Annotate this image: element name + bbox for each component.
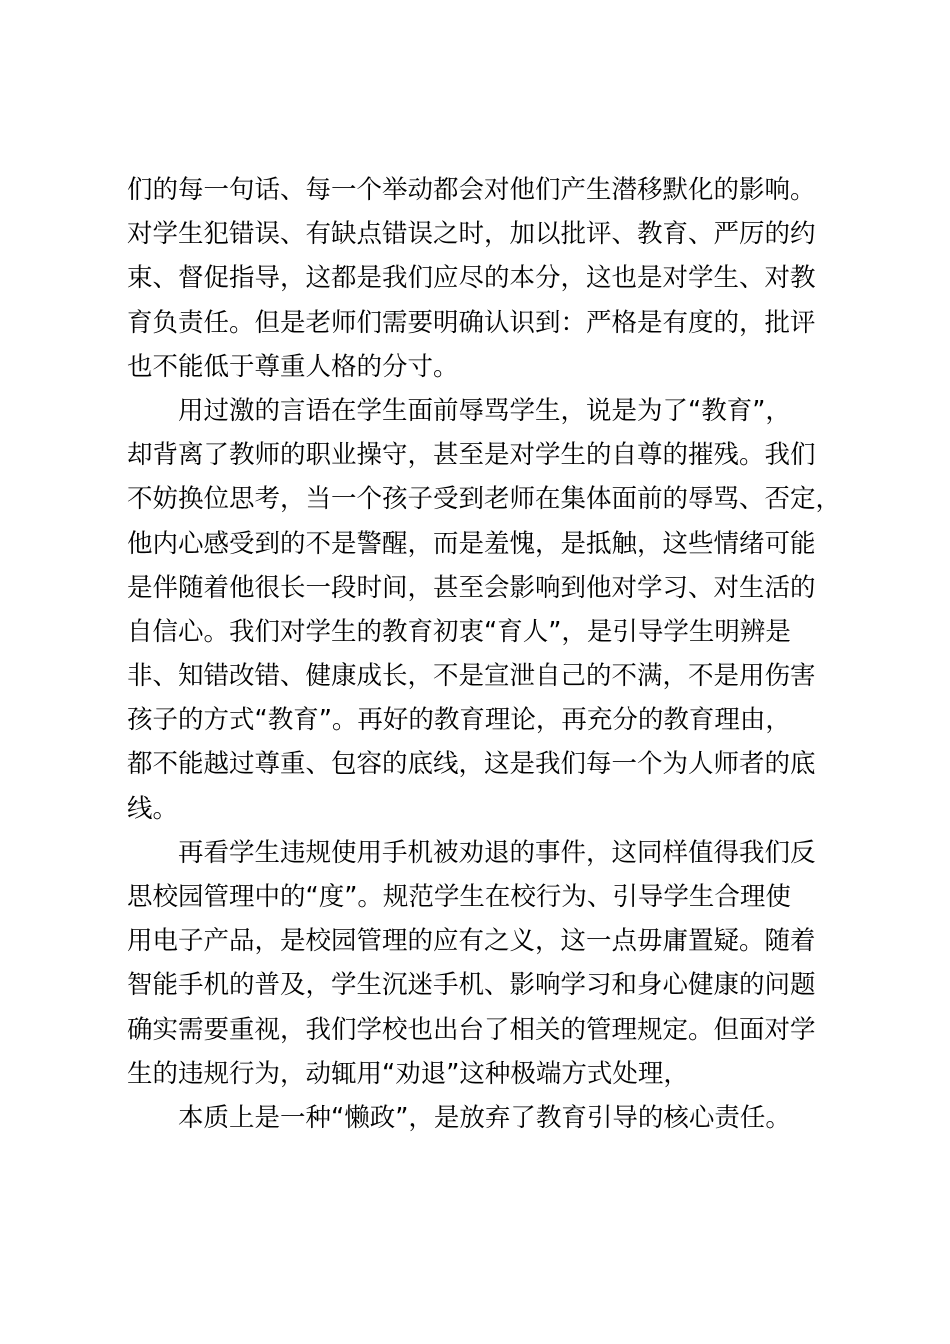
text-line: 本质上是一种“懒政”，是放弃了教育引导的核心责任。	[178, 1102, 791, 1133]
text-line: 用电子产品，是校园管理的应有之义，这一点毋庸置疑。随着	[127, 926, 816, 957]
text-line: 也不能低于尊重人格的分寸。	[127, 351, 459, 382]
text-line: 再看学生违规使用手机被劝退的事件，这同样值得我们反	[178, 837, 816, 868]
body-text	[127, 168, 847, 1140]
text-line: 智能手机的普及，学生沉迷手机、影响学习和身心健康的问题	[127, 970, 816, 1001]
text-line: 思校园管理中的“度”。规范学生在校行为、引导学生合理使	[127, 882, 791, 912]
text-line: 束、督促指导，这都是我们应尽的本分，这也是对学生、对教	[127, 263, 816, 294]
text-line: 非、知错改错、健康成长，不是宣泄自己的不满，不是用伤害	[127, 661, 816, 692]
text-line: 都不能越过尊重、包容的底线，这是我们每一个为人师者的底	[127, 749, 816, 780]
text-line: 自信心。我们对学生的教育初衷“育人”，是引导学生明辨是	[127, 616, 791, 647]
text-line: 生的违规行为，动辄用“劝退”这种极端方式处理，	[127, 1058, 689, 1089]
text-line: 们的每一句话、每一个举动都会对他们产生潜移默化的影响。	[127, 175, 816, 205]
text-line: 他内心感受到的不是警醒，而是羞愧，是抵触，这些情绪可能	[127, 528, 816, 559]
text-line: 不妨换位思考，当一个孩子受到老师在集体面前的辱骂、否定，	[127, 484, 842, 515]
text-line: 确实需要重视，我们学校也出台了相关的管理规定。但面对学	[127, 1014, 816, 1045]
text-line: 用过激的言语在学生面前辱骂学生，说是为了“教育”，	[178, 395, 791, 426]
text-line: 育负责任。但是老师们需要明确认识到：严格是有度的，批评	[127, 307, 816, 338]
text-line: 孩子的方式“教育”。再好的教育理论，再充分的教育理由，	[127, 705, 791, 736]
text-line: 是伴随着他很长一段时间，甚至会影响到他对学习、对生活的	[127, 572, 816, 603]
text-line: 线。	[127, 793, 179, 824]
text-line: 对学生犯错误、有缺点错误之时，加以批评、教育、严厉的约	[127, 219, 816, 250]
text-line: 却背离了教师的职业操守，甚至是对学生的自尊的摧残。我们	[127, 440, 816, 471]
